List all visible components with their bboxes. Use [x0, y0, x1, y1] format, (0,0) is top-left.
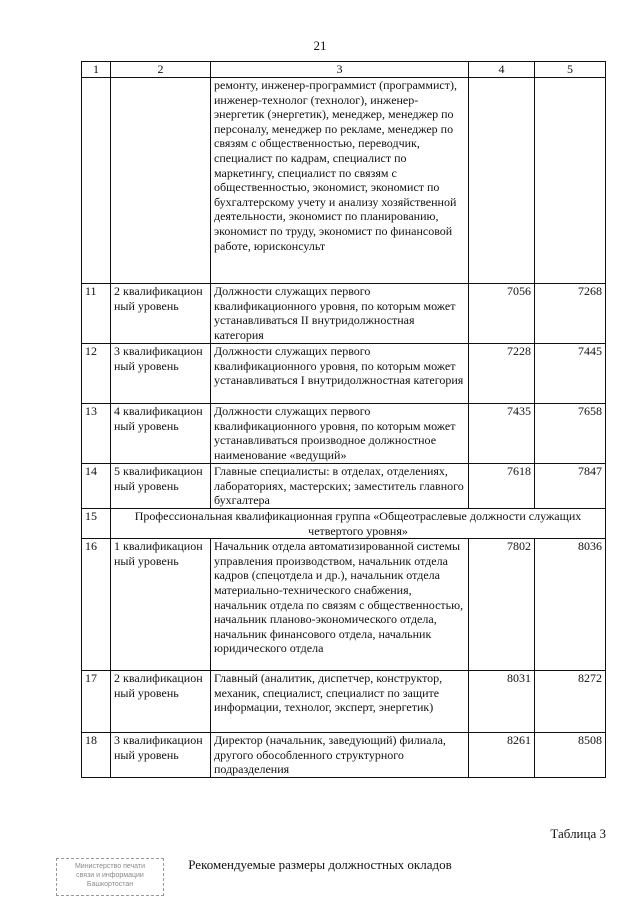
row-number-cell: 11 — [82, 284, 111, 344]
positions-cell: Директор (начальник, заведующий) филиала, другого обособленного структурного подразделения — [211, 733, 469, 778]
row-number-cell — [82, 78, 111, 284]
row-number-cell: 13 — [82, 404, 111, 464]
positions-cell: Должности служащих первого квалификационного уровня, по которым может устанавливаться II внутридолжностная категория — [211, 284, 469, 344]
value-cell: 7435 — [469, 404, 535, 464]
table-row — [82, 671, 606, 733]
column-header: 3 — [211, 62, 469, 78]
row-number-cell: 18 — [82, 733, 111, 778]
stamp-line: Башкортостан — [86, 881, 134, 888]
group-title-cell: Профессиональная квалификационная группа «Общеотраслевые должности служащих четвертого уровня» — [111, 509, 606, 539]
level-cell — [111, 78, 211, 284]
registration-stamp — [56, 858, 164, 896]
level-cell: 3 квалификацион ный уровень — [111, 733, 211, 778]
row-number-cell: 12 — [82, 344, 111, 404]
value-cell — [535, 78, 606, 284]
value-cell: 7268 — [535, 284, 606, 344]
table-caption: Рекомендуемые размеры должностных окладов — [188, 857, 452, 872]
level-cell: 3 квалификацион ный уровень — [111, 344, 211, 404]
value-cell: 7445 — [535, 344, 606, 404]
column-header: 4 — [469, 62, 535, 78]
level-cell: 1 квалификацион ный уровень — [111, 539, 211, 671]
value-cell: 7658 — [535, 404, 606, 464]
value-cell: 7847 — [535, 464, 606, 509]
table-row — [82, 539, 606, 671]
row-number-cell: 16 — [82, 539, 111, 671]
table-header-row — [82, 62, 606, 78]
column-header: 5 — [535, 62, 606, 78]
value-cell: 7802 — [469, 539, 535, 671]
row-number-cell: 15 — [82, 509, 111, 539]
positions-cell: ремонту, инженер-программист (программист), инженер-технолог (технолог), инженер-энергетик (энергетик), менеджер, менеджер по персоналу, менеджер по рекламе, менеджер по связям с общественностью, переводчик, специалист по кадрам, специалист по маркетингу, специалист по связям с общественностью, экономист, экономист по бухгалтерскому учету и анализу хозяйственной деятельности, экономист по планированию, экономист по труду, экономист по финансовой работе, юрисконсульт — [211, 78, 469, 284]
level-cell: 2 квалификацион ный уровень — [111, 284, 211, 344]
level-cell: 5 квалификацион ный уровень — [111, 464, 211, 509]
page-number: 21 — [313, 38, 327, 53]
column-header: 1 — [82, 62, 111, 78]
value-cell: 8261 — [469, 733, 535, 778]
value-cell: 7056 — [469, 284, 535, 344]
positions-cell: Начальник отдела автоматизированной системы управления производством, начальник отдела кадров (спецотдела и др.), начальник отдела материально-технического снабжения, начальник отдела по связям с общественностью, начальник планово-экономического отдела, начальник финансового отдела, начальник юридического отдела — [211, 539, 469, 671]
level-cell: 2 квалификацион ный уровень — [111, 671, 211, 733]
value-cell: 7618 — [469, 464, 535, 509]
table-label: Таблица 3 — [550, 826, 606, 841]
table-row-group — [82, 509, 606, 539]
row-number-cell: 17 — [82, 671, 111, 733]
column-header: 2 — [111, 62, 211, 78]
table-row — [82, 404, 606, 464]
table-row-continuation — [82, 78, 606, 284]
stamp-line: связи и информации — [76, 872, 144, 879]
value-cell: 8508 — [535, 733, 606, 778]
value-cell: 8036 — [535, 539, 606, 671]
value-cell: 8272 — [535, 671, 606, 733]
positions-cell: Должности служащих первого квалификационного уровня, по которым может устанавливаться I внутридолжностная категория — [211, 344, 469, 404]
row-number-cell: 14 — [82, 464, 111, 509]
table-row — [82, 284, 606, 344]
positions-cell: Главные специалисты: в отделах, отделениях, лабораториях, мастерских; заместитель главного бухгалтера — [211, 464, 469, 509]
table-row — [82, 733, 606, 778]
positions-cell: Должности служащих первого квалификационного уровня, по которым может устанавливаться производное должностное наименование «ведущий» — [211, 404, 469, 464]
salary-table — [81, 61, 606, 778]
table-row — [82, 464, 606, 509]
stamp-line: Министерство печати — [74, 863, 146, 870]
value-cell — [469, 78, 535, 284]
level-cell: 4 квалификацион ный уровень — [111, 404, 211, 464]
value-cell: 7228 — [469, 344, 535, 404]
positions-cell: Главный (аналитик, диспетчер, конструктор, механик, специалист, специалист по защите информации, технолог, эксперт, энергетик) — [211, 671, 469, 733]
table-row — [82, 344, 606, 404]
value-cell: 8031 — [469, 671, 535, 733]
